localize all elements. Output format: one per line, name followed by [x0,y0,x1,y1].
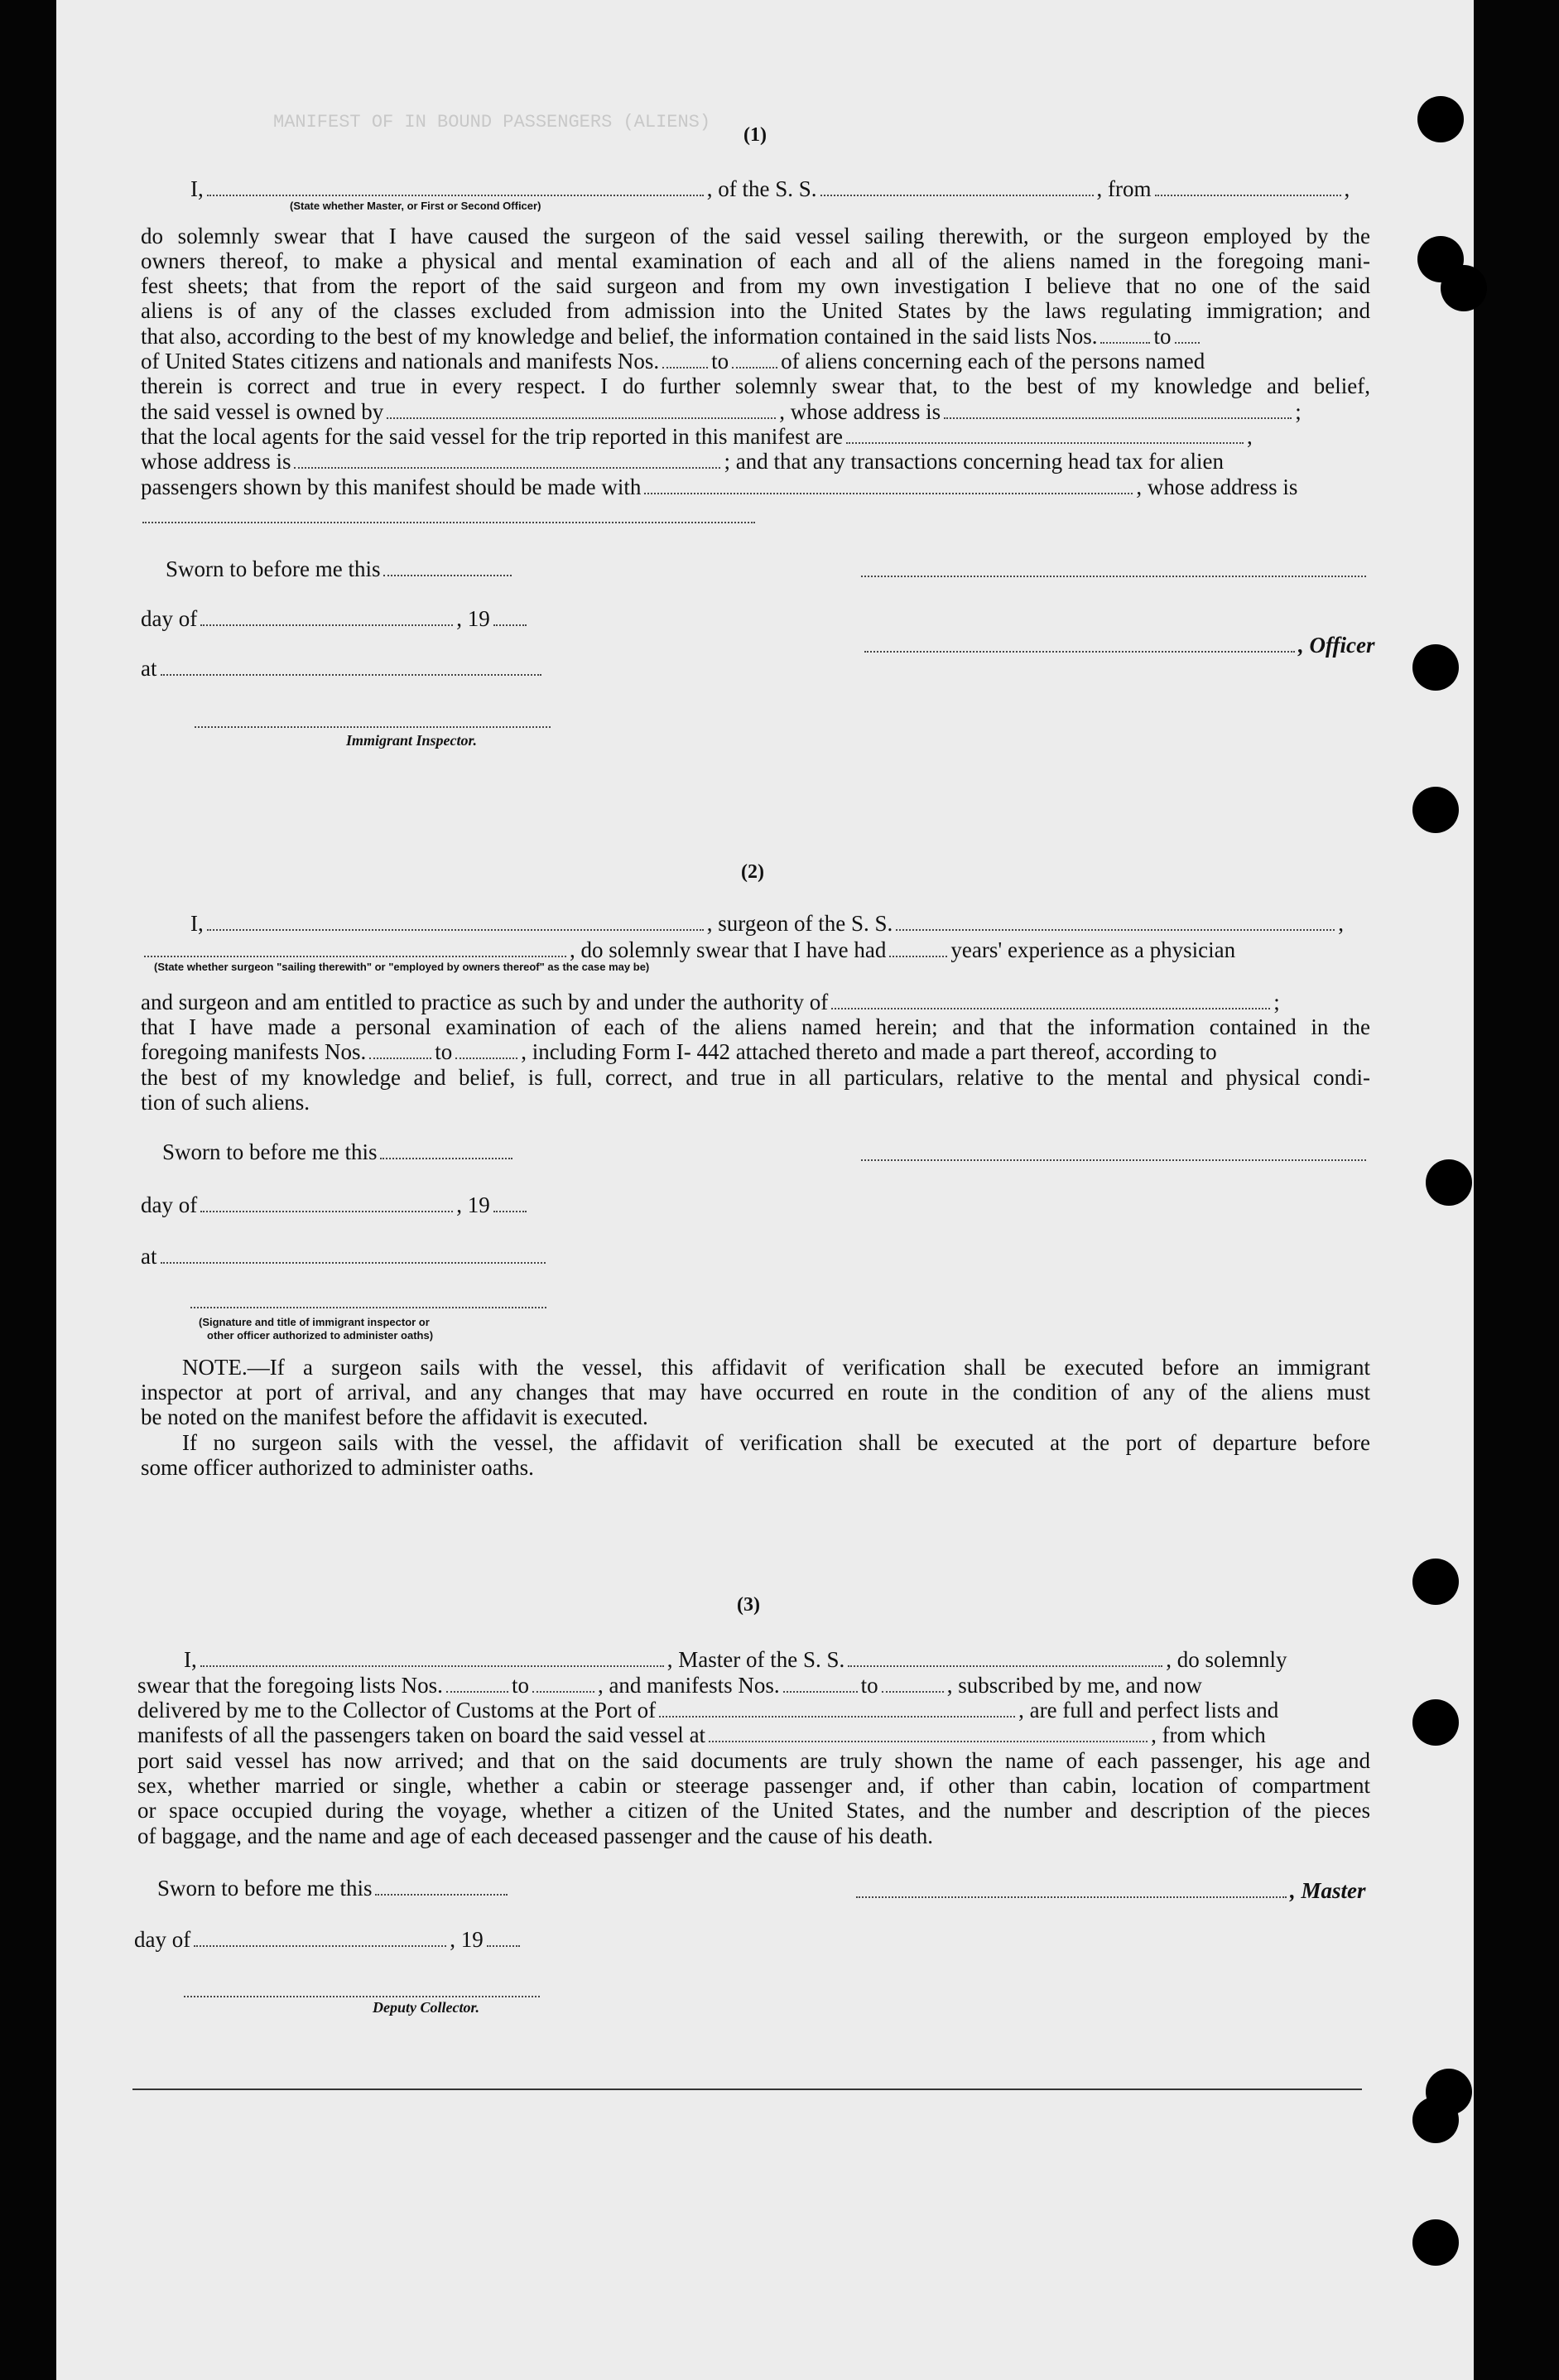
section3-line1: I, , Master of the S. S. , do solemnly [184,1647,1287,1672]
punch-hole [1412,1559,1459,1605]
section2-line7: tion of such aliens. [141,1090,310,1115]
section2-line3: and surgeon and am entitled to practice as such by and under the authority of ; [141,990,1280,1014]
punch-hole [1412,1699,1459,1746]
section1-at: at [141,656,545,681]
bottom-rule [132,2089,1362,2090]
punch-hole [1426,1159,1472,1206]
section2-line5: foregoing manifests Nos. to , including Form I- 442 attached thereto and made a part thereof, according to [141,1039,1217,1064]
section3-para-1: port said vessel has now arrived; and that on the said documents are truly shown the name of each passenger, his age and [137,1748,1370,1773]
punch-hole [1412,2097,1459,2143]
section1-para-3: fest sheets; that from the report of the said surgeon and from my own investigation I believe that no one of the said [141,273,1370,298]
bleed-through-header: MANIFEST OF IN BOUND PASSENGERS (ALIENS) [273,112,711,132]
inspector2-signature-line [190,1307,546,1308]
section2-sworn: Sworn to before me this [162,1139,516,1164]
section1-para-5: that also, according to the best of my knowledge and belief, the information contained in the said lists Nos. to [141,324,1203,349]
section3-para-2: sex, whether married or single, whether a cabin or steerage passenger and, if other than cabin, location of compartment [137,1773,1370,1798]
section1-citizens-line: of United States citizens and nationals and manifests Nos. to of aliens concerning each of the persons named [141,349,1205,373]
blank-line [142,522,755,523]
punch-hole [1417,96,1464,142]
section2-line4: that I have made a personal examination of each of the aliens named herein; and that the information contained in the [141,1014,1370,1039]
section3-day-of: day of , 19 [134,1927,523,1952]
signature-caption-1: (Signature and title of immigrant inspector or [199,1316,430,1328]
section3-sworn: Sworn to before me this [157,1876,511,1901]
section1-owned-line: the said vessel is owned by , whose address is ; [141,399,1302,424]
section1-agents-line: that the local agents for the said vessel for the trip reported in this manifest are , [141,424,1253,449]
surgeon-caption: (State whether surgeon "sailing therewith" or "employed by owners thereof" as the case may be) [154,961,650,973]
officer-caption: (State whether Master, or First or Second Officer) [290,200,541,212]
section1-line1: I, , of the S. S. , from , [190,176,1350,201]
note-line-2: inspector at port of arrival, and any changes that may have occurred en route in the condition of any of the aliens must [141,1380,1370,1404]
section1-para-1: do solemnly swear that I have caused the surgeon of the said vessel sailing therewith, or the surgeon employed by the [141,224,1370,248]
section2-number: (2) [741,861,764,883]
note2-line-1: If no surgeon sails with the vessel, the affidavit of verification shall be executed at the port of departure before [182,1430,1370,1455]
section3-para-4: of baggage, and the name and age of each deceased passenger and the cause of his death. [137,1824,934,1848]
note-line-1: NOTE.—If a surgeon sails with the vessel, this affidavit of verification shall be executed before an immigrant [182,1355,1370,1380]
section2-at: at [141,1244,549,1269]
section3-line3: delivered by me to the Collector of Customs at the Port of , are full and perfect lists and [137,1698,1279,1722]
officer-signature-line [861,576,1366,577]
section3-para-3: or space occupied during the voyage, whether a citizen of the United States, and the number and description of the pieces [137,1798,1370,1823]
section1-para-2: owners thereof, to make a physical and mental examination of each and all of the aliens named in the foregoing mani- [141,248,1370,273]
section1-officer-line: , Officer [861,633,1374,658]
section2-line2: , do solemnly swear that I have had years' experience as a physician [141,937,1235,962]
section3-master-line: , Master [853,1878,1366,1903]
section3-line2: swear that the foregoing lists Nos. to , and manifests Nos. to , subscribed by me, and now [137,1673,1202,1698]
section1-sworn: Sworn to before me this [166,556,515,581]
signature-caption-2: other officer authorized to administer oaths) [207,1329,434,1342]
section1-correct-line: therein is correct and true in every respect. I do further solemnly swear that, to the best of my knowledge and belief, [141,373,1370,398]
section1-para-4: aliens is of any of the classes excluded from admission into the United States by the laws regulating immigration; and [141,298,1370,323]
section3-number: (3) [737,1594,760,1616]
punch-hole [1412,644,1459,691]
punch-hole [1441,265,1487,311]
inspector-signature-line [195,726,551,728]
surgeon-signature-line [861,1159,1366,1161]
section3-line4: manifests of all the passengers taken on board the said vessel at , from which [137,1722,1266,1747]
collector-signature-line [184,1996,540,1997]
section2-line6: the best of my knowledge and belief, is full, correct, and true in all particulars, relative to the mental and physical condi- [141,1065,1370,1090]
note2-line-2: some officer authorized to administer oaths. [141,1455,534,1480]
section2-day-of: day of , 19 [141,1192,530,1217]
section1-day-of: day of , 19 [141,606,530,631]
punch-hole [1412,787,1459,833]
inspector-label: Immigrant Inspector. [346,732,478,749]
note-line-3: be noted on the manifest before the affidavit is executed. [141,1404,648,1429]
punch-hole [1412,2219,1459,2266]
section1-whose-line: whose address is ; and that any transactions concerning head tax for alien [141,449,1225,474]
section1-number: (1) [743,124,767,146]
collector-label: Deputy Collector. [373,1999,479,2016]
section1-passengers-line: passengers shown by this manifest should be made with , whose address is [141,475,1298,499]
section2-line1: I, , surgeon of the S. S. , [190,911,1345,936]
